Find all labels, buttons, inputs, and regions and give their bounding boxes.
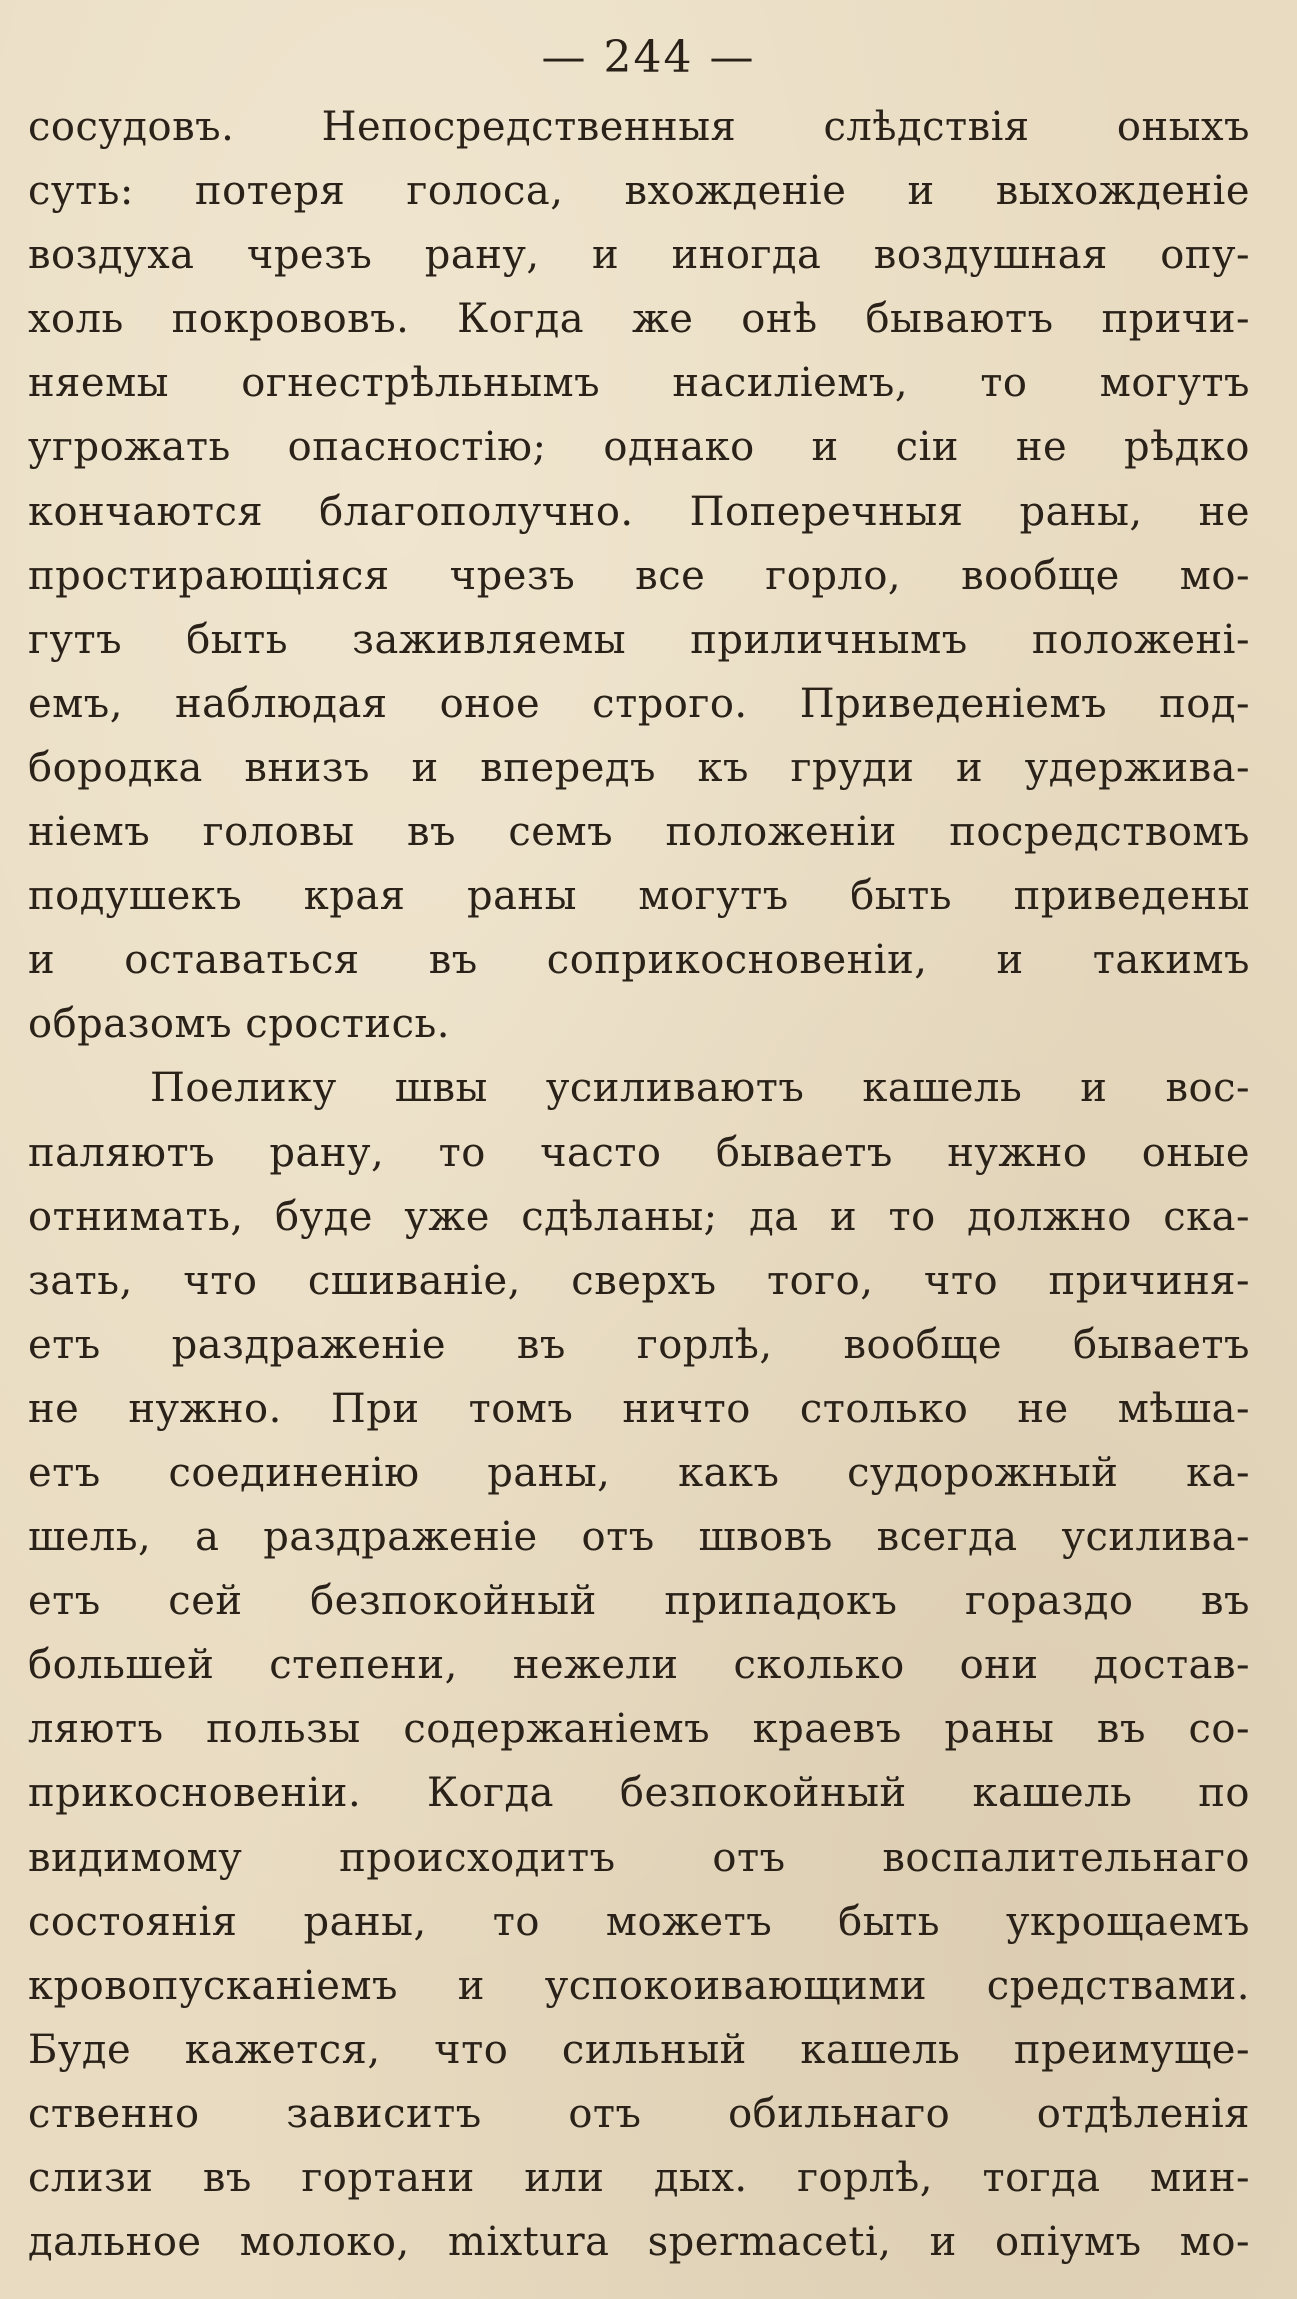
text-line: Буде кажется, что сильный кашель преимуще- (28, 2026, 1250, 2073)
text-line: зать, что сшиванiе, сверхъ того, что причиня- (28, 1257, 1250, 1304)
text-line: емъ, наблюдая оное строго. Приведенiемъ под- (28, 680, 1250, 727)
text-line: ляютъ пользы содержанiемъ краевъ раны въ со- (28, 1706, 1250, 1753)
body-text (28, 95, 1250, 2274)
text-line: простирающiяся чрезъ все горло, вообще мо- (28, 552, 1250, 599)
text-line: етъ соединенiю раны, какъ судорожный ка- (28, 1449, 1250, 1496)
text-line: и оставаться въ соприкосновенiи, и такимъ (28, 937, 1250, 984)
page-number: — 244 — (541, 32, 756, 83)
text-line: бородка внизъ и впередъ къ груди и удержива- (28, 744, 1250, 791)
text-line: нiемъ головы въ семъ положенiи посредствомъ (28, 809, 1250, 856)
text-line: подушекъ края раны могутъ быть приведены (28, 873, 1250, 920)
text-line: суть: потеря голоса, вхожденiе и выхожденiе (28, 168, 1250, 215)
text-line: слизи въ гортани или дых. горлѣ, тогда мин- (28, 2155, 1250, 2201)
text-line: прикосновенiи. Когда безпокойный кашель по (28, 1770, 1250, 1817)
text-line: кончаются благополучно. Поперечныя раны, не (28, 488, 1250, 535)
text-line: сосудовъ. Непосредственныя слѣдствiя оныхъ (28, 104, 1250, 150)
text-line: дальное молоко, mixtura spermaceti, и опiумъ мо- (28, 2219, 1250, 2266)
text-line: отнимать, буде уже сдѣланы; да и то должно ска- (28, 1193, 1250, 1240)
text-line: ственно зависитъ отъ обильнаго отдѣленiя (28, 2090, 1250, 2137)
text-line: состоянiя раны, то можетъ быть укрощаемъ (28, 1898, 1250, 1945)
text-line: етъ сей безпокойный припадокъ гораздо въ (28, 1578, 1250, 1625)
text-line: большей степени, нежели сколько они достав- (28, 1642, 1250, 1689)
text-line: кровопусканiемъ и успокоивающими средствами. (28, 1962, 1250, 2009)
text-line: няемы огнестрѣльнымъ насилiемъ, то могутъ (28, 360, 1250, 407)
text-line: холь покрововъ. Когда же онѣ бываютъ причи- (28, 296, 1250, 343)
text-line: воздуха чрезъ рану, и иногда воздушная опу- (28, 232, 1250, 279)
text-line: шель, а раздраженiе отъ швовъ всегда усилива- (28, 1514, 1250, 1561)
paragraph-start-line: Поелику швы усиливаютъ кашель и вос- (150, 1065, 1250, 1112)
text-line: паляютъ рану, то часто бываетъ нужно оные (28, 1129, 1250, 1176)
text-line: етъ раздраженiе въ горлѣ, вообще бываетъ (28, 1321, 1250, 1368)
paragraph-end-line: образомъ сростись. (28, 1001, 450, 1048)
text-line: гутъ быть заживляемы приличнымъ положенi- (28, 616, 1250, 663)
text-line: не нужно. При томъ ничто столько не мѣша- (28, 1385, 1250, 1432)
text-line: угрожать опасностiю; однако и сiи не рѣдко (28, 424, 1250, 471)
text-line: видимому происходитъ отъ воспалительнаго (28, 1834, 1250, 1881)
